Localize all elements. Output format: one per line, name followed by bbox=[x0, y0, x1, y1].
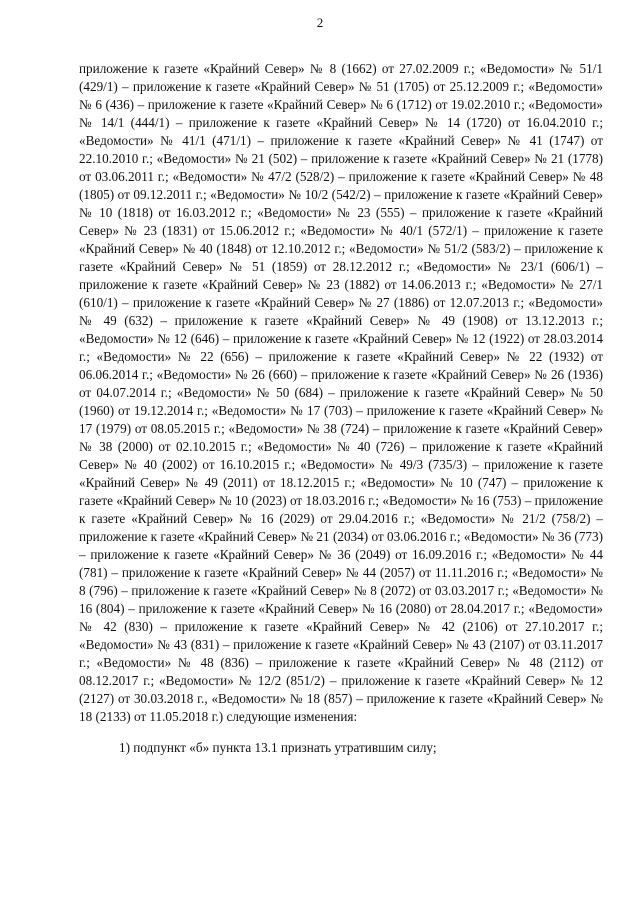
list-item: 1) подпункт «б» пункта 13.1 признать утратившим силу; bbox=[119, 740, 437, 755]
document-body bbox=[79, 60, 603, 757]
body-paragraph: приложение к газете «Крайний Север» № 8 (1662) от 27.02.2009 г.; «Ведомости» № 51/1 (429/1) – приложение к газете «Крайний Север» № 51 (1705) от 25.12.2009 г.; «Ведомости» № 6 (436) – приложение к газете «Крайний Север» № 6 (1712) от 19.02.2010 г.; «Ведомости» № 14/1 (444/1) – приложение к газете «Крайний Север» № 14 (1720) от 16.04.2010 г.; «Ведомости» № 41/1 (471/1) – приложение к газете «Крайний Север» № 41 (1747) от 22.10.2010 г.; «Ведомости» № 21 (502) – приложение к газете «Крайний Север» № 21 (1778) от 03.06.2011 г.; «Ведомости» № 47/2 (528/2) – приложение к газете «Крайний Север» № 48 (1805) от 09.12.2011 г.; «Ведомости» № 10/2 (542/2) – приложение к газете «Крайний Север» № 10 (1818) от 16.03.2012 г.; «Ведомости» № 23 (555) – приложение к газете «Крайний Север» № 23 (1831) от 15.06.2012 г.; «Ведомости» № 40/1 (572/1) – приложение к газете «Крайний Север» № 40 (1848) от 12.10.2012 г.; «Ведомости» № 51/2 (583/2) – приложение к газете «Крайний Север» № 51 (1859) от 28.12.2012 г.; «Ведомости» № 23/1 (606/1) – приложение к газете «Крайний Север» № 23 (1882) от 14.06.2013 г.; «Ведомости» № 27/1 (610/1) – приложение к газете «Крайний Север» № 27 (1886) от 12.07.2013 г.; «Ведомости» № 49 (632) – приложение к газете «Крайний Север» № 49 (1908) от 13.12.2013 г.; «Ведомости» № 12 (646) – приложение к газете «Крайний Север» № 12 (1922) от 28.03.2014 г.; «Ведомости» № 22 (656) – приложение к газете «Крайний Север» № 22 (1932) от 06.06.2014 г.; «Ведомости» № 26 (660) – приложение к газете «Крайний Север» № 26 (1936) от 04.07.2014 г.; «Ведомости» № 50 (684) – приложение к газете «Крайний Север» № 50 (1960) от 19.12.2014 г.; «Ведомости» № 17 (703) – приложение к газете «Крайний Север» № 17 (1979) от 08.05.2015 г.; «Ведомости» № 38 (724) – приложение к газете «Крайний Север» № 38 (2000) от 02.10.2015 г.; «Ведомости» № 40 (726) – приложение к газете «Крайний Север» № 40 (2002) от 16.10.2015 г.; «Ведомости» № 49/3 (735/3) – приложение к газете «Крайний Север» № 49 (2011) от 18.12.2015 г.; «Ведомости» № 10 (747) – приложение к газете «Крайний Север» № 10 (2023) от 18.03.2016 г.; «Ведомости» № 16 (753) – приложение к газете «Крайний Север» № 16 (2029) от 29.04.2016 г.; «Ведомости» № 21/2 (758/2) – приложение к газете «Крайний Север» № 21 (2034) от 03.06.2016 г.; «Ведомости» № 36 (773) – приложение к газете «Крайний Север» № 36 (2049) от 16.09.2016 г.; «Ведомости» № 44 (781) – приложение к газете «Крайний Север» № 44 (2057) от 11.11.2016 г.; «Ведомости» № 8 (796) – приложение к газете «Крайний Север» № 8 (2072) от 03.03.2017 г.; «Ведомости» № 16 (804) – приложение к газете «Крайний Север» № 16 (2080) от 28.04.2017 г.; «Ведомости» № 42 (830) – приложение к газете «Крайний Север» № 42 (2106) от 27.10.2017 г.; «Ведомости» № 43 (831) – приложение к газете «Крайний Север» № 43 (2107) от 03.11.2017 г.; «Ведомости» № 48 (836) – приложение к газете «Крайний Север» № 48 (2112) от 08.12.2017 г.; «Ведомости» № 12/2 (851/2) – приложение к газете «Крайний Север» № 12 (2127) от 30.03.2018 г., «Ведомости» № 18 (857) – приложение к газете «Крайний Север» № 18 (2133) от 11.05.2018 г.) следующие изменения: bbox=[79, 61, 603, 724]
page-number: 2 bbox=[316, 15, 324, 30]
